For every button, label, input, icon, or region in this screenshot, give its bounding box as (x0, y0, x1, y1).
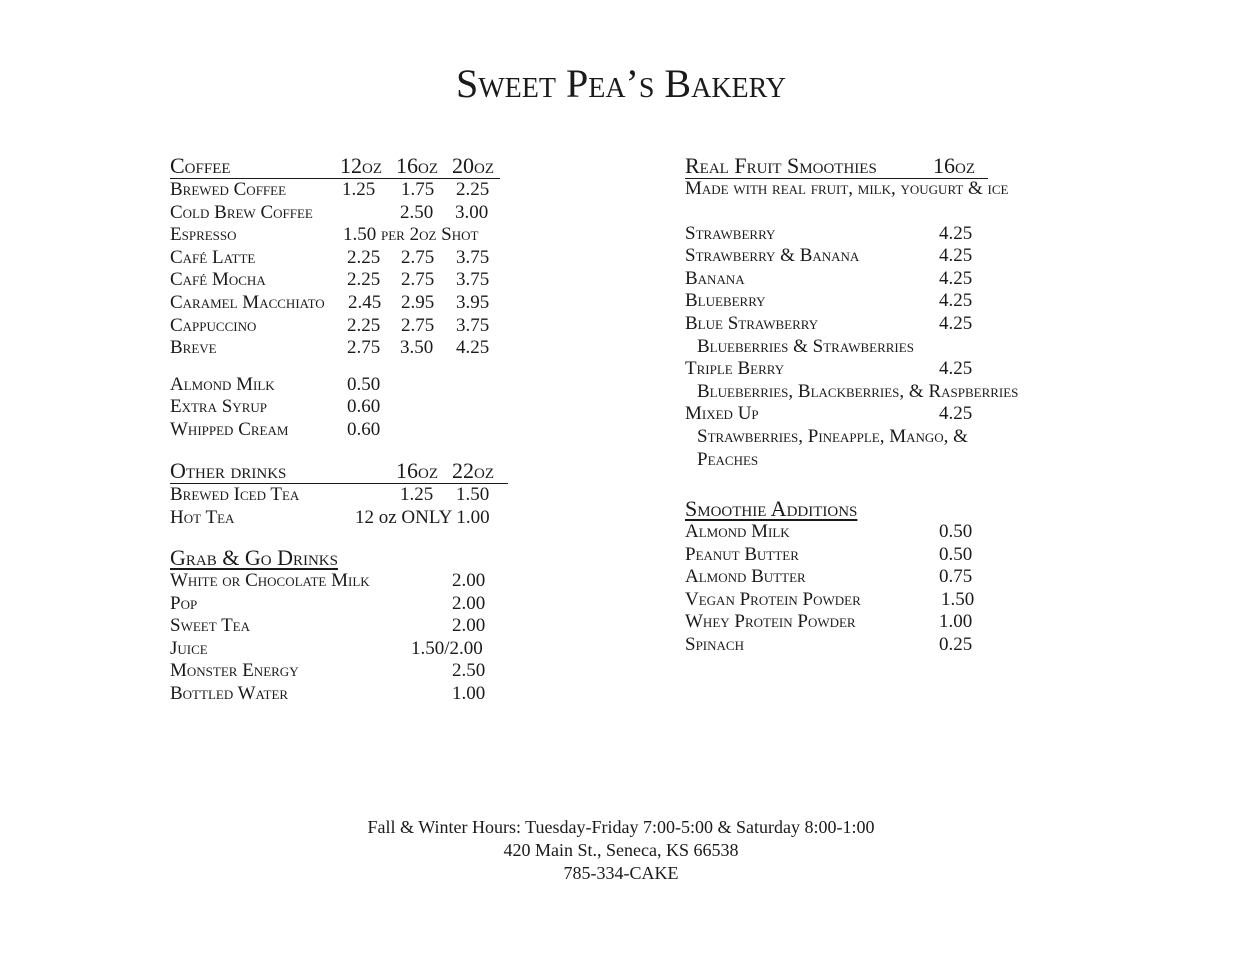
item-price-16oz: 2.75 (401, 269, 435, 291)
smoothies-section (685, 154, 1045, 471)
item-name: Almond Milk (685, 521, 790, 542)
item-price: 2.00 (452, 592, 486, 614)
menu-item (685, 403, 1045, 426)
item-price-22oz: 1.50 (456, 484, 490, 505)
item-price-20oz: 3.75 (456, 246, 490, 268)
other-drinks-header (170, 459, 508, 484)
item-price-20oz: 2.25 (456, 179, 490, 200)
item-note: 12 oz ONLY 1.00 (355, 506, 490, 528)
other-drinks-header-label: Other drinks (170, 458, 287, 483)
item-name: Whey Protein Powder (685, 611, 856, 633)
smoothie-additions-header-label: Smoothie Additions (685, 496, 858, 521)
grab-and-go-header (170, 546, 500, 570)
coffee-section (170, 154, 500, 442)
grab-and-go-header-label: Grab & Go Drinks (170, 545, 338, 570)
item-name: Juice (170, 637, 208, 659)
footer-hours: Fall & Winter Hours: Tuesday-Friday 7:00-5:00 & Saturday 8:00-1:00 (367, 817, 875, 837)
item-price-16oz: 2.50 (400, 201, 434, 223)
menu-item (170, 202, 500, 225)
item-name: Peanut Butter (685, 543, 799, 565)
menu-item (170, 179, 500, 202)
addon-item (685, 521, 1015, 544)
item-description (685, 381, 1045, 404)
item-name: Vegan Protein Powder (685, 588, 861, 610)
item-name: Brewed Coffee (170, 179, 287, 200)
item-price: 2.00 (452, 615, 486, 637)
menu-item (685, 313, 1045, 336)
item-name: Hot Tea (170, 506, 235, 528)
item-name: Brewed Iced Tea (170, 484, 300, 505)
item-name: Cappuccino (170, 314, 257, 336)
item-description-text: Blueberries, Blackberries, & Raspberries (697, 380, 1019, 402)
item-description (685, 336, 1045, 359)
item-name: Banana (685, 267, 745, 289)
item-price: 0.25 (939, 633, 973, 655)
smoothie-additions-section (685, 497, 1015, 657)
item-price: 0.60 (347, 396, 381, 418)
item-name: Almond Butter (685, 566, 806, 588)
item-price: 1.50 (941, 588, 975, 610)
item-name: Breve (170, 337, 217, 359)
menu-item (685, 290, 1045, 313)
footer (0, 816, 1242, 885)
menu-item (170, 615, 500, 638)
menu-item (170, 570, 500, 593)
item-price: 4.25 (939, 222, 973, 244)
other-size-22oz: 22oz (452, 458, 494, 483)
item-name: Espresso (170, 224, 237, 246)
item-price-12oz: 2.25 (347, 246, 381, 268)
item-price-20oz: 3.00 (455, 201, 489, 223)
item-name: Whipped Cream (170, 418, 289, 440)
item-description-text: Strawberries, Pineapple, Mango, & (697, 425, 968, 447)
addon-item (685, 634, 1015, 657)
menu-item (685, 268, 1045, 291)
menu-item (170, 484, 508, 507)
item-price-16oz: 2.75 (401, 314, 435, 336)
item-price: 1.00 (939, 611, 973, 633)
item-description (685, 426, 1045, 449)
menu-item (170, 247, 500, 270)
menu-item (170, 315, 500, 338)
item-description (685, 449, 1045, 472)
footer-phone: 785-334-CAKE (563, 863, 679, 883)
page-title: Sweet Pea’s Bakery (455, 61, 787, 106)
coffee-size-20oz: 20oz (452, 153, 494, 178)
menu-item (170, 292, 500, 315)
item-price: 4.25 (939, 290, 973, 312)
item-price: 0.60 (347, 418, 381, 440)
item-name: Triple Berry (685, 358, 785, 380)
footer-address: 420 Main St., Seneca, KS 66538 (503, 840, 739, 860)
item-price-16oz: 1.25 (400, 484, 434, 505)
item-price-12oz: 1.25 (342, 179, 376, 200)
item-description-text: Blueberries & Strawberries (697, 335, 914, 357)
item-price-20oz: 4.25 (456, 337, 490, 359)
item-price: 0.75 (939, 566, 973, 588)
item-price-16oz: 1.75 (401, 179, 435, 200)
addon-item (685, 611, 1015, 634)
item-price: 0.50 (347, 373, 381, 395)
item-price-20oz: 3.75 (456, 269, 490, 291)
item-price: 4.25 (939, 358, 973, 380)
smoothies-subtitle (685, 178, 1045, 201)
menu-item (685, 245, 1045, 268)
item-name: Monster Energy (170, 660, 299, 682)
menu-item (170, 660, 500, 683)
addon-item (170, 374, 500, 397)
item-price: 1.00 (452, 682, 486, 704)
item-name: Mixed Up (685, 403, 759, 425)
item-price: 4.25 (939, 267, 973, 289)
coffee-header (170, 154, 500, 179)
item-price-12oz: 2.75 (347, 337, 381, 359)
menu-item (685, 358, 1045, 381)
coffee-size-16oz: 16oz (396, 153, 438, 178)
item-description-text: Peaches (697, 448, 759, 470)
smoothies-header (685, 154, 1045, 178)
addon-item (685, 589, 1015, 612)
addon-item (685, 544, 1015, 567)
menu-item (170, 683, 500, 706)
item-name: Bottled Water (170, 682, 289, 704)
item-name: Blue Strawberry (685, 312, 819, 334)
menu-item (170, 593, 500, 616)
menu-item (170, 337, 500, 360)
item-price-16oz: 2.75 (401, 246, 435, 268)
item-price-20oz: 3.95 (456, 291, 490, 313)
item-price-12oz: 2.45 (348, 291, 382, 313)
item-price-16oz: 3.50 (400, 337, 434, 359)
coffee-size-12oz: 12oz (340, 153, 382, 178)
item-price-12oz: 2.25 (347, 314, 381, 336)
item-name: Caramel Macchiato (170, 291, 325, 313)
item-price: 4.25 (939, 403, 973, 425)
coffee-header-label: Coffee (170, 153, 231, 178)
item-note: 1.50 per 2oz Shot (343, 224, 479, 246)
menu-item (685, 223, 1045, 246)
item-name: Almond Milk (170, 373, 275, 395)
item-price: 2.50 (452, 660, 486, 682)
other-drinks-section (170, 459, 508, 529)
item-price: 1.50/2.00 (411, 637, 483, 659)
item-name: Café Mocha (170, 269, 266, 291)
item-price-16oz: 2.95 (401, 291, 435, 313)
menu-item (170, 638, 500, 661)
item-price: 4.25 (939, 312, 973, 334)
item-price-20oz: 3.75 (456, 314, 490, 336)
item-name: Blueberry (685, 290, 766, 312)
addon-item (170, 396, 500, 419)
smoothies-size-16oz: 16oz (933, 153, 975, 178)
menu-item (170, 224, 500, 247)
item-name: Sweet Tea (170, 615, 251, 637)
other-size-16oz: 16oz (396, 458, 438, 483)
addon-item (685, 566, 1015, 589)
item-price: 2.00 (452, 570, 486, 591)
item-name: Spinach (685, 633, 744, 655)
grab-and-go-section (170, 546, 500, 706)
item-name: Extra Syrup (170, 396, 267, 418)
addon-item (170, 419, 500, 442)
item-price-12oz: 2.25 (347, 269, 381, 291)
item-name: Café Latte (170, 246, 256, 268)
smoothies-header-label: Real Fruit Smoothies (685, 153, 877, 178)
item-name: Strawberry & Banana (685, 245, 860, 267)
menu-item (170, 269, 500, 292)
item-price: 0.50 (939, 543, 973, 565)
smoothies-subtitle-text: Made with real fruit, milk, yougurt & ice (685, 178, 1009, 199)
item-name: White or Chocolate Milk (170, 570, 370, 591)
item-name: Strawberry (685, 222, 776, 244)
smoothie-additions-header (685, 497, 1015, 521)
item-price: 0.50 (939, 521, 973, 542)
item-name: Cold Brew Coffee (170, 201, 313, 223)
item-name: Pop (170, 592, 198, 614)
menu-item (170, 507, 508, 530)
item-price: 4.25 (939, 245, 973, 267)
